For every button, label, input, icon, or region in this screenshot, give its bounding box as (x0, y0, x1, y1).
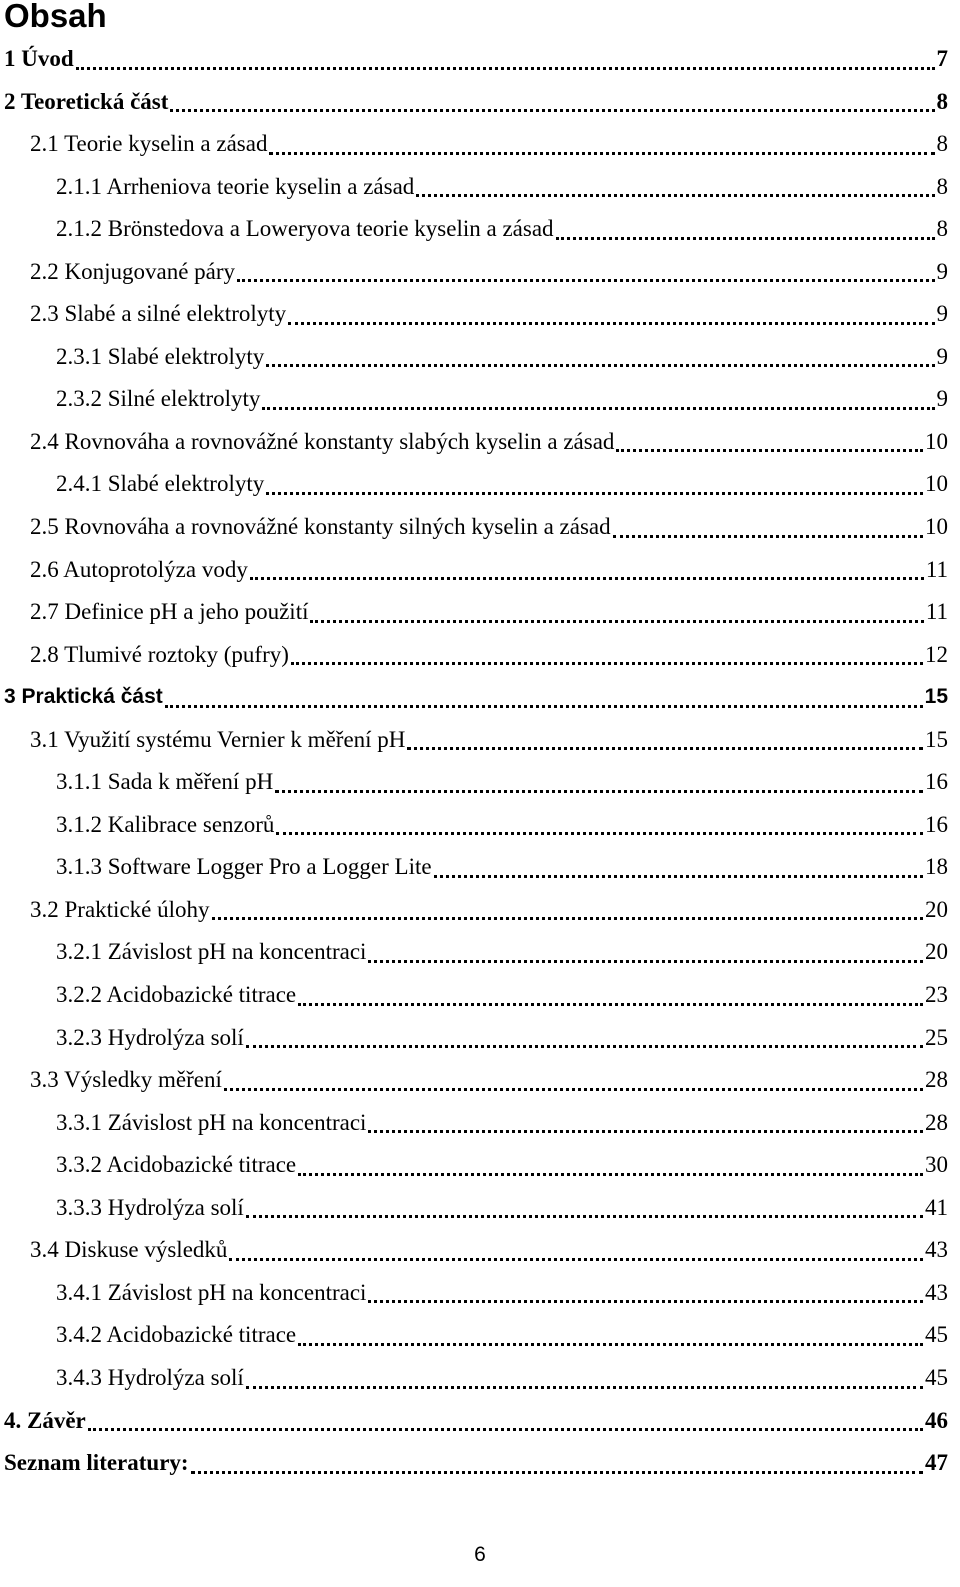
toc-entry-label: 3.4.2 Acidobazické titrace (56, 1322, 297, 1348)
dot-leader (298, 974, 923, 1017)
toc-entry[interactable] (0, 1229, 960, 1272)
dot-leader (224, 1059, 923, 1102)
toc-entry-label: 2.5 Rovnováha a rovnovážné konstanty silných kyselin a zásad (30, 514, 611, 540)
dot-leader (298, 1144, 923, 1187)
dot-leader (291, 634, 923, 677)
toc-entry-label: 3.2.3 Hydrolýza solí (56, 1024, 244, 1050)
toc-entry-label: 3.1.1 Sada k měření pH (56, 769, 274, 795)
toc-entry-page-number: 15 (925, 726, 948, 752)
dot-leader (276, 804, 923, 847)
toc-entry-page-number: 8 (936, 88, 948, 114)
dot-leader (266, 336, 934, 379)
dot-leader (165, 676, 923, 719)
toc-entry-page-number: 28 (925, 1109, 948, 1135)
dot-leader (616, 421, 923, 464)
toc-entry-label: 2.8 Tlumivé roztoky (pufry) (30, 641, 289, 667)
toc-entry-page-number: 12 (925, 641, 948, 667)
toc-entry[interactable] (0, 761, 960, 804)
toc-entry-page-number: 10 (925, 428, 948, 454)
dot-leader (191, 1442, 923, 1485)
toc-entry-label: 3.4.1 Závislost pH na koncentraci (56, 1279, 367, 1305)
toc-entry[interactable] (0, 463, 960, 506)
toc-entry-page-number: 20 (925, 896, 948, 922)
toc-entry-label: Seznam literatury: (4, 1450, 189, 1476)
toc-entry-page-number: 8 (936, 173, 948, 199)
dot-leader (229, 1229, 923, 1272)
toc-entry-label: 3.3.2 Acidobazické titrace (56, 1152, 297, 1178)
toc-entry[interactable] (0, 378, 960, 421)
toc-entry[interactable] (0, 1272, 960, 1315)
toc-entry[interactable] (0, 804, 960, 847)
dot-leader (407, 719, 923, 762)
toc-entry-label: 3.1 Využití systému Vernier k měření pH (30, 726, 406, 752)
toc-entry[interactable] (0, 81, 960, 124)
toc-entry[interactable] (0, 208, 960, 251)
toc-entry-label: 2.1.1 Arrheniova teorie kyselin a zásad (56, 173, 415, 199)
dot-leader (76, 38, 935, 81)
toc-entry-page-number: 7 (936, 46, 948, 71)
toc-entry-page-number: 47 (925, 1450, 948, 1476)
toc-entry-label: 2.3.1 Slabé elektrolyty (56, 343, 265, 369)
toc-entry-page-number: 45 (925, 1364, 948, 1390)
toc-entry-page-number: 11 (925, 599, 948, 625)
toc-entry-page-number: 11 (925, 556, 948, 582)
toc-entry[interactable] (0, 974, 960, 1017)
toc-entry-label: 2.3 Slabé a silné elektrolyty (30, 301, 287, 327)
toc-entry-label: 2.3.2 Silné elektrolyty (56, 386, 261, 412)
toc-entry[interactable] (0, 166, 960, 209)
toc-entry-label: 3.2.2 Acidobazické titrace (56, 982, 297, 1008)
dot-leader (310, 591, 923, 634)
toc-entry-page-number: 10 (925, 514, 948, 540)
toc-entry[interactable] (0, 336, 960, 379)
dot-leader (88, 1400, 923, 1443)
toc-entry-label: 3.4 Diskuse výsledků (30, 1237, 228, 1263)
toc-entry[interactable] (0, 1144, 960, 1187)
toc-entry-page-number: 15 (924, 685, 948, 709)
toc-entry-label: 2.1 Teorie kyselin a zásad (30, 131, 268, 157)
toc-entry-page-number: 20 (925, 939, 948, 965)
toc-entry-page-number: 30 (925, 1152, 948, 1178)
toc-entry-label: 2.4 Rovnováha a rovnovážné konstanty slabých kyselin a zásad (30, 428, 615, 454)
toc-title: Obsah (4, 0, 107, 34)
toc-entry[interactable] (0, 1442, 960, 1485)
toc-entry-label: 2 Teoretická část (4, 88, 169, 114)
toc-entry[interactable] (0, 676, 960, 719)
toc-entry-label: 3.2.1 Závislost pH na koncentraci (56, 939, 367, 965)
toc-entry-page-number: 18 (925, 854, 948, 880)
toc-entry-label: 2.1.2 Brönstedova a Loweryova teorie kyselin a zásad (56, 216, 554, 242)
toc-entry-page-number: 23 (925, 982, 948, 1008)
toc-entry[interactable] (0, 1357, 960, 1400)
toc-entry-page-number: 45 (925, 1322, 948, 1348)
toc-entry[interactable] (0, 549, 960, 592)
dot-leader (250, 549, 924, 592)
toc-entry-label: 1 Úvod (4, 46, 74, 71)
toc-entry[interactable] (0, 591, 960, 634)
page-number: 6 (474, 1543, 486, 1566)
dot-leader (275, 761, 923, 804)
toc-entry[interactable] (0, 1314, 960, 1357)
dot-leader (368, 1272, 923, 1315)
toc-entry-page-number: 25 (925, 1024, 948, 1050)
toc-entry[interactable] (0, 38, 960, 81)
toc-entry-page-number: 16 (925, 811, 948, 837)
dot-leader (246, 1017, 923, 1060)
toc-entry-label: 3.3.3 Hydrolýza solí (56, 1194, 244, 1220)
dot-leader (246, 1357, 923, 1400)
table-of-contents (0, 38, 960, 1485)
toc-entry[interactable] (0, 719, 960, 762)
toc-entry-label: 2.2 Konjugované páry (30, 258, 236, 284)
toc-entry-page-number: 9 (936, 258, 948, 284)
toc-entry-label: 3.3.1 Závislost pH na koncentraci (56, 1109, 367, 1135)
dot-leader (237, 251, 934, 294)
toc-entry-page-number: 28 (925, 1067, 948, 1093)
dot-leader (298, 1314, 923, 1357)
dot-leader (368, 931, 923, 974)
toc-entry[interactable] (0, 506, 960, 549)
dot-leader (170, 81, 934, 124)
dot-leader (556, 208, 935, 251)
dot-leader (368, 1102, 923, 1145)
toc-entry-page-number: 16 (925, 769, 948, 795)
toc-entry-label: 2.4.1 Slabé elektrolyty (56, 471, 265, 497)
toc-entry-page-number: 9 (936, 301, 948, 327)
toc-entry-page-number: 41 (925, 1194, 948, 1220)
toc-entry-page-number: 9 (936, 343, 948, 369)
dot-leader (266, 463, 923, 506)
dot-leader (262, 378, 934, 421)
toc-entry[interactable] (0, 123, 960, 166)
toc-entry[interactable] (0, 931, 960, 974)
toc-entry[interactable] (0, 846, 960, 889)
toc-entry-label: 3.4.3 Hydrolýza solí (56, 1364, 244, 1390)
toc-entry[interactable] (0, 421, 960, 464)
toc-entry[interactable] (0, 1400, 960, 1443)
toc-entry[interactable] (0, 889, 960, 932)
toc-entry-label: 3.3 Výsledky měření (30, 1067, 222, 1093)
toc-entry[interactable] (0, 1059, 960, 1102)
toc-entry-label: 4. Závěr (4, 1407, 86, 1433)
dot-leader (269, 123, 934, 166)
toc-entry-page-number: 9 (936, 386, 948, 412)
toc-entry-label: 3.1.3 Software Logger Pro a Logger Lite (56, 854, 432, 880)
toc-entry[interactable] (0, 1017, 960, 1060)
dot-leader (212, 889, 924, 932)
toc-entry-label: 2.7 Definice pH a jeho použití (30, 599, 309, 625)
toc-entry[interactable] (0, 251, 960, 294)
toc-entry[interactable] (0, 1187, 960, 1230)
dot-leader (246, 1187, 923, 1230)
toc-entry-page-number: 8 (936, 216, 948, 242)
toc-entry-page-number: 46 (925, 1407, 948, 1433)
dot-leader (416, 166, 934, 209)
toc-entry[interactable] (0, 1102, 960, 1145)
toc-entry-page-number: 43 (925, 1279, 948, 1305)
toc-entry-label: 3.1.2 Kalibrace senzorů (56, 811, 275, 837)
dot-leader (288, 293, 934, 336)
toc-entry[interactable] (0, 293, 960, 336)
dot-leader (434, 846, 923, 889)
dot-leader (613, 506, 923, 549)
toc-entry-page-number: 8 (936, 131, 948, 157)
toc-entry-page-number: 10 (925, 471, 948, 497)
toc-entry-label: 3.2 Praktické úlohy (30, 896, 210, 922)
toc-entry[interactable] (0, 634, 960, 677)
toc-entry-label: 2.6 Autoprotolýza vody (30, 556, 248, 582)
toc-entry-page-number: 43 (925, 1237, 948, 1263)
toc-entry-label: 3 Praktická část (4, 685, 163, 709)
